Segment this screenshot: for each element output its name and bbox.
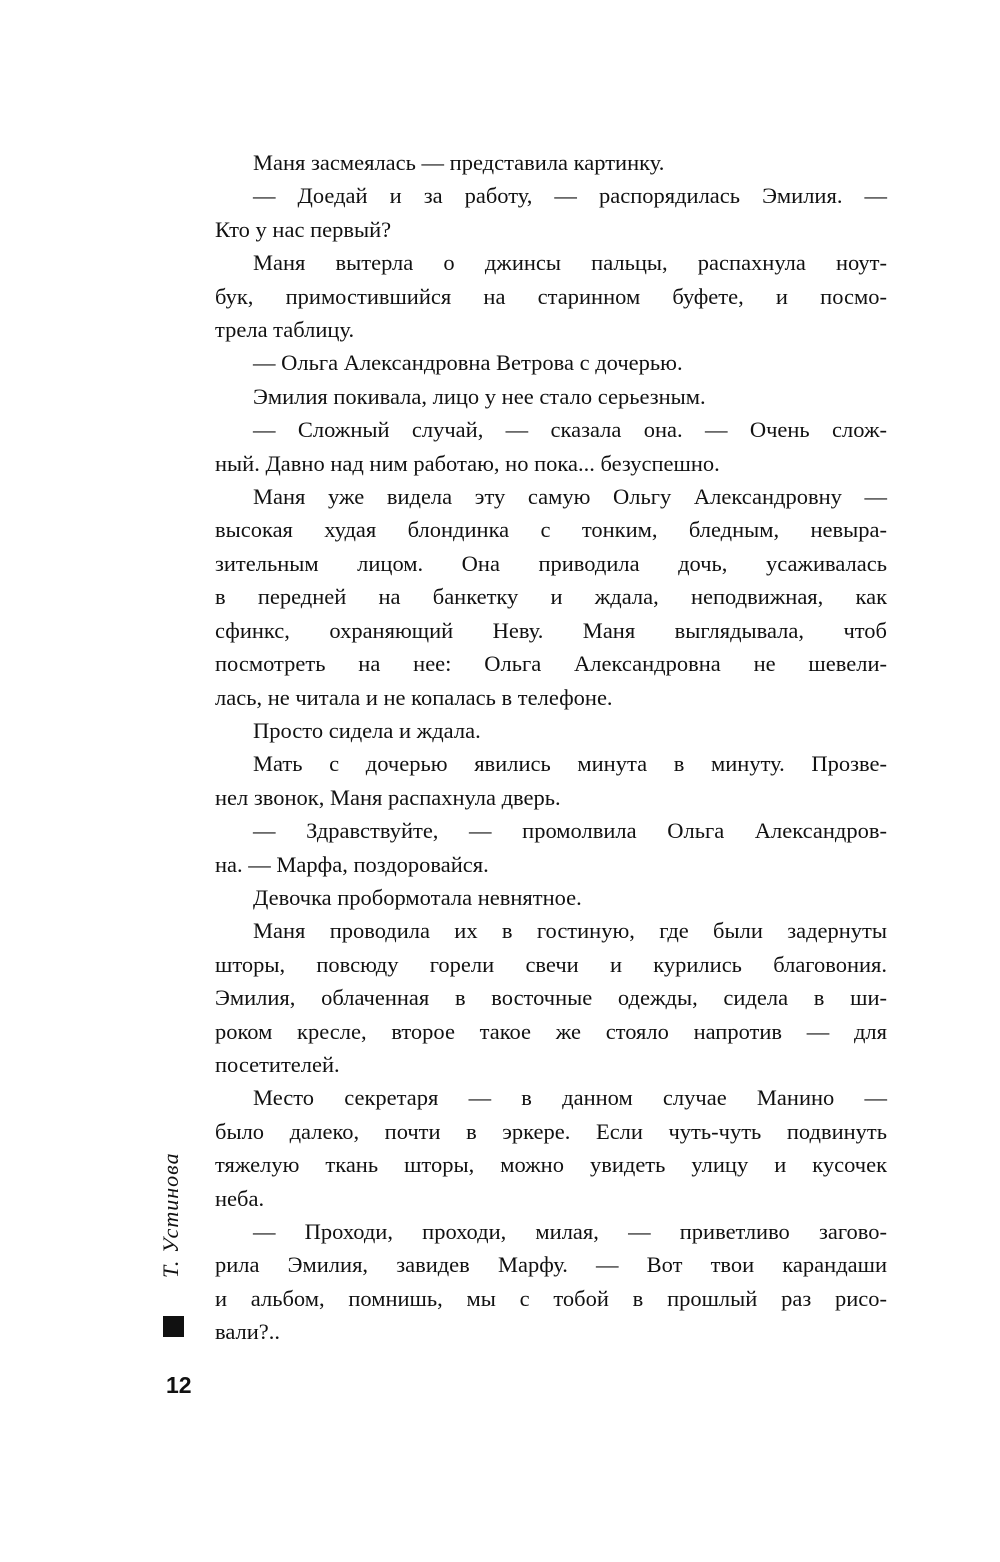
text-line: — Ольга Александровна Ветрова с дочерью. [253,350,683,376]
text-line: Эмилия покивала, лицо у нее стало серьезным. [253,383,706,409]
text-line: рила Эмилия, завидев Марфу. — Вот твои карандаши [215,1252,887,1278]
page-number: 12 [166,1372,192,1398]
text-line: нел звонок, Маня распахнула дверь. [215,784,561,810]
text-line: Кто у нас первый? [215,216,392,242]
text-line: — Доедай и за работу, — распорядилась Эмилия. — [253,183,887,209]
text-line: посмотреть на нее: Ольга Александровна не шевели- [215,651,887,677]
text-line: тяжелую ткань шторы, можно увидеть улицу и кусочек [215,1152,887,1178]
text-line: — Проходи, проходи, милая, — приветливо загово- [253,1219,887,1244]
text-line: зительным лицом. Она приводила дочь, усаживалась [215,550,887,576]
text-line: Эмилия, облаченная в восточные одежды, сидела в ши- [215,985,887,1011]
text-line: Маня вытерла о джинсы пальцы, распахнула ноут- [253,250,887,276]
text-line: Место секретаря — в данном случае Манино — [253,1085,887,1111]
text-line: неба. [215,1185,265,1211]
author-name-vertical: Т. Устинова [158,1152,183,1278]
text-line: Мать с дочерью явились минута в минуту. Прозве- [253,751,887,777]
text-line: Маня уже видела эту самую Ольгу Александровну — [253,484,887,510]
text-line: Девочка пробормотала невнятное. [253,884,582,910]
text-line: было далеко, почти в эркере. Если чуть-чуть подвинуть [215,1118,887,1144]
text-line: роком кресле, второе такое же стояло напротив — для [215,1018,887,1044]
text-line: сфинкс, охраняющий Неву. Маня выглядывала, чтоб [215,617,887,643]
text-line: — Сложный случай, — сказала она. — Очень слож- [253,417,887,443]
text-line: — Здравствуйте, — промолвила Ольга Александров- [253,818,887,844]
text-line: лась, не читала и не копалась в телефоне. [215,684,613,710]
text-line: трела таблицу. [215,317,355,343]
text-line: шторы, повсюду горели свечи и курились благовония. [215,951,887,977]
text-line: Маня проводила их в гостиную, где были задернуты [253,918,887,944]
text-line: высокая худая блондинка с тонким, бледным, невыра- [215,517,887,543]
text-line: бук, примостившийся на старинном буфете, и посмо- [215,283,887,309]
series-marker-square [163,1316,184,1337]
text-line: на. — Марфа, поздоровайся. [215,851,489,877]
text-line: Маня засмеялась — представила картинку. [253,150,665,175]
text-line: вали?.. [215,1319,281,1345]
text-line: в передней на банкетку и ждала, неподвижная, как [215,584,887,610]
text-line: и альбом, помнишь, мы с тобой в прошлый раз рисо- [215,1285,887,1311]
body-text [215,146,887,1349]
text-line: Просто сидела и ждала. [253,717,481,743]
text-line: ный. Давно над ним работаю, но пока... безуспешно. [215,450,720,476]
text-line: посетителей. [215,1051,340,1077]
